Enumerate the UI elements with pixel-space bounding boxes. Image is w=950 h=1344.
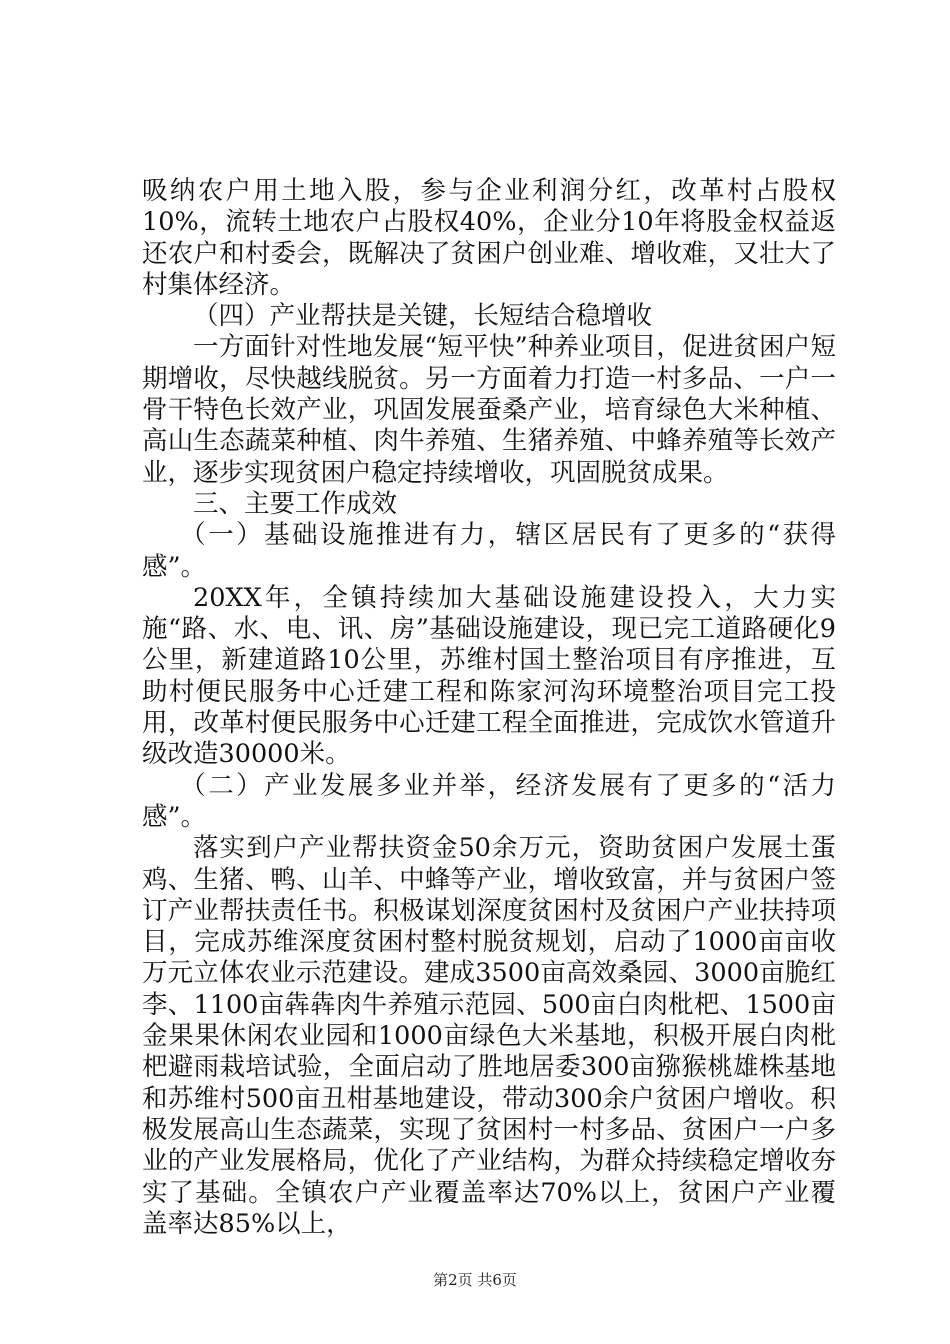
paragraph-industry-development: 落实到户产业帮扶资金50余万元，资助贫困户发展土蛋鸡、生猪、鸭、山羊、中蜂等产业，增收致富，并与贫困户签订产业帮扶责任书。积极谋划深度贫困村及贫困户产业扶持项目，完成苏维深度贫困村整村脱贫规划，启动了1000亩亩收万元立体农业示范建设。建成3500亩高效桑园、3000亩脆红李、1100亩犇犇肉牛养殖示范园、500亩白肉枇杷、1500亩金果果休闲农业园和1000亩绿色大米基地，积极开展白肉枇杷避雨栽培试验，全面启动了胜地居委300亩猕猴桃雄株基地和苏维村500亩丑柑基地建设，带动300余户贫困户增收。积极发展高山生态蔬菜，实现了贫困村一村多品、贫困户一户多业的产业发展格局，优化了产业结构，为群众持续稳定增收夯实了基础。全镇农户产业覆盖率达70%以上，贫困户产业覆盖率达85%以上， [142, 833, 836, 1239]
paragraph-industry-support: 一方面针对性地发展“短平快”种养业项目，促进贫困户短期增收，尽快越线脱贫。另一方面着力打造一村多品、一户一骨干特色长效产业，巩固发展蚕桑产业，培育绿色大米种植、高山生态蔬菜种植、肉牛养殖、生猪养殖、中蜂养殖等长效产业，逐步实现贫困户稳定持续增收，巩固脱贫成果。 [142, 332, 836, 488]
section-heading-main-results: 三、主要工作成效 [193, 488, 398, 519]
paragraph-infrastructure: 20XX年，全镇持续加大基础设施建设投入，大力实施“路、水、电、讯、房”基础设施建设，现已完工道路硬化9公里，新建道路10公里，苏维村国土整治项目有序推进，互助村便民服务中心迁建工程和陈家河沟环境整治项目完工投用，改革村便民服务中心迁建工程全面推进，完成饮水管道升级改造30000米。 [142, 582, 836, 770]
paragraph-continued: 吸纳农户用土地入股，参与企业利润分红，改革村占股权10%，流转土地农户占股权40%，企业分10年将股金权益返还农户和村委会，既解决了贫困户创业难、增收难，又壮大了村集体经济。 [142, 176, 836, 300]
page-number: 第2页 共6页 [433, 1271, 517, 1289]
document-body [142, 176, 836, 1240]
section-heading-4: （四）产业帮扶是关键，长短结合稳增收 [193, 301, 653, 332]
section-heading-2: （二）产业发展多业并举，经济发展有了更多的“活力感”。 [142, 770, 836, 832]
page-footer [0, 1270, 950, 1290]
section-heading-1: （一）基础设施推进有力，辖区居民有了更多的“获得感”。 [142, 520, 836, 582]
